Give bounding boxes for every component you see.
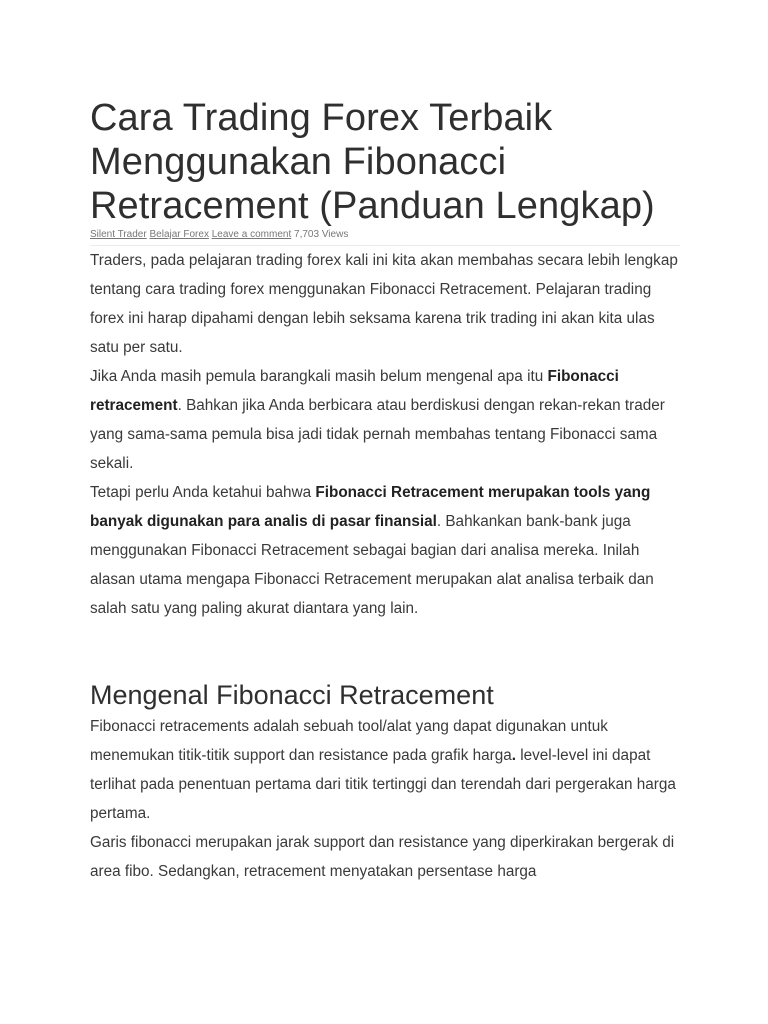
paragraph-definition [90, 712, 680, 828]
view-count: 7,703 Views [294, 229, 349, 240]
paragraph-beginner [90, 362, 680, 478]
bold-term: . [511, 747, 516, 764]
article-meta [90, 229, 680, 246]
comment-link[interactable]: Leave a comment [211, 229, 292, 240]
author-link[interactable]: Silent Trader [90, 229, 147, 240]
bold-term: Fibonacci Retracement merupakan tools yang banyak digunakan para analis di pasar finansial [90, 484, 651, 530]
paragraph-text: . Bahkan jika Anda berbicara atau berdiskusi dengan rekan-rekan trader yang sama-sama pemula bisa jadi tidak pernah membahas tentang Fibonacci sama sekali. [90, 397, 665, 472]
paragraph-fibo-lines: Garis fibonacci merupakan jarak support dan resistance yang diperkirakan bergerak di area fibo. Sedangkan, retracement menyatakan persentase harga [90, 834, 675, 880]
paragraph-text: Jika Anda masih pemula barangkali masih belum mengenal apa itu [90, 368, 548, 385]
paragraph-tools [90, 478, 680, 623]
paragraph-text: level-level ini dapat terlihat pada penentuan pertama dari titik tertinggi dan terendah dari pergerakan harga pertama. [90, 747, 676, 822]
paragraph-text: Tetapi perlu Anda ketahui bahwa [90, 484, 316, 501]
section-heading: Mengenal Fibonacci Retracement [90, 680, 494, 710]
article [90, 96, 680, 886]
article-title: Cara Trading Forex Terbaik Menggunakan Fibonacci Retracement (Panduan Lengkap) [90, 97, 655, 227]
paragraph-intro: Traders, pada pelajaran trading forex kali ini kita akan membahas secara lebih lengkap tentang cara trading forex menggunakan Fibonacci Retracement. Pelajaran trading forex ini harap dipahami dengan lebih seksama karena trik trading ini akan kita ulas satu per satu. [90, 252, 678, 356]
bold-term: Fibonacci retracement [90, 368, 619, 414]
paragraph-text: . Bahkankan bank-bank juga menggunakan Fibonacci Retracement sebagai bagian dari analisa mereka. Inilah alasan utama mengapa Fibonacci Retracement merupakan alat analisa terbaik dan salah satu yang paling akurat diantara yang lain. [90, 513, 654, 617]
paragraph-text: Fibonacci retracements adalah sebuah tool/alat yang dapat digunakan untuk menemukan titik-titik support dan resistance pada grafik harga [90, 718, 608, 764]
category-link[interactable]: Belajar Forex [149, 229, 209, 240]
